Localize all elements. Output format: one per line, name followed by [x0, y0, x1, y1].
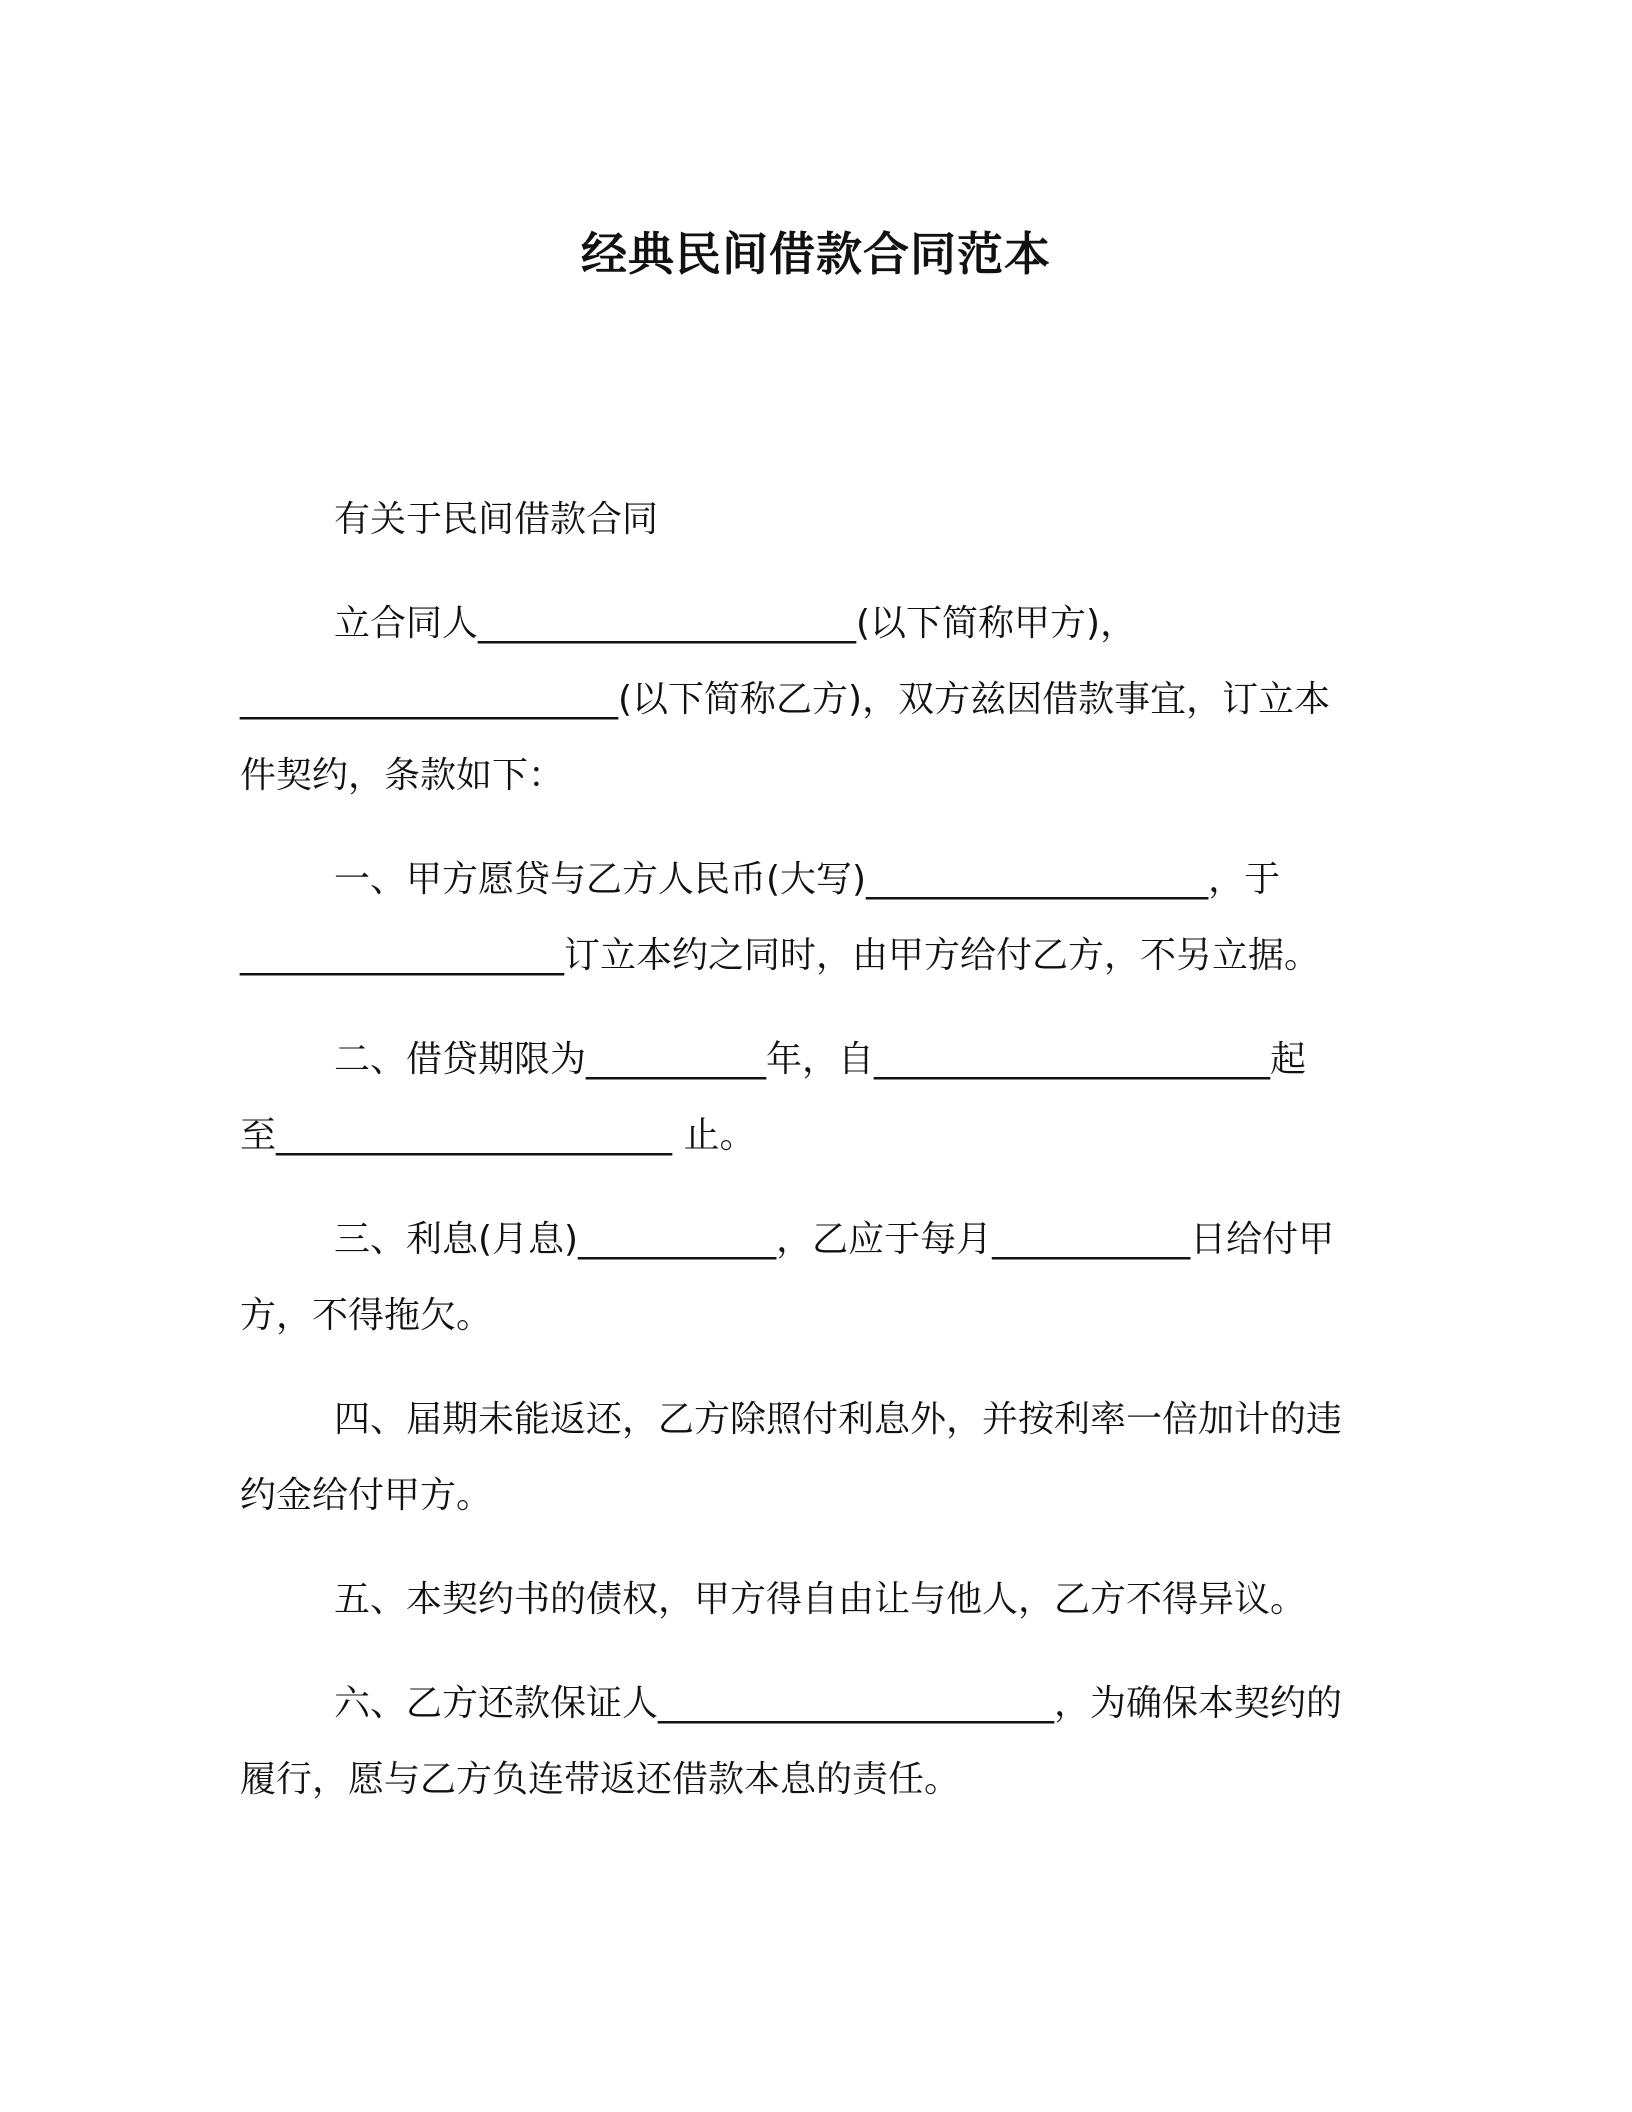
- clause-4-line-2: 约金给付甲方。: [240, 1475, 493, 1516]
- clause-1-line-2: __________________订立本约之同时，由甲方给付乙方，不另立据。: [240, 935, 1321, 976]
- clause-2-line-1: 二、借贷期限为__________年，自______________________起: [334, 1039, 1307, 1080]
- clause-6-line-2: 履行，愿与乙方负连带返还借款本息的责任。: [240, 1759, 961, 1800]
- clause-2-line-2: 至______________________ 止。: [240, 1115, 756, 1156]
- clause-1-line-1: 一、甲方愿贷与乙方人民币(大写)___________________，于: [334, 859, 1281, 900]
- clause-3-line-2: 方，不得拖欠。: [240, 1295, 493, 1336]
- clause-4-line-1: 四、届期未能返还，乙方除照付利息外，并按利率一倍加计的违: [334, 1399, 1343, 1440]
- paragraph-parties-line-2: _____________________(以下简称乙方)，双方兹因借款事宜，订立本: [240, 679, 1331, 720]
- clause-5-line-1: 五、本契约书的债权，甲方得自由让与他人，乙方不得异议。: [334, 1579, 1307, 1620]
- document-title: 经典民间借款合同范本: [581, 227, 1051, 281]
- document-subtitle: 有关于民间借款合同: [334, 499, 659, 540]
- paragraph-parties-line-1: 立合同人_____________________(以下简称甲方)，: [334, 603, 1137, 644]
- paragraph-parties-line-3: 件契约，条款如下：: [240, 755, 565, 796]
- clause-3-line-1: 三、利息(月息)___________，乙应于每月___________日给付甲: [334, 1219, 1335, 1260]
- clause-6-line-1: 六、乙方还款保证人______________________，为确保本契约的: [334, 1683, 1343, 1724]
